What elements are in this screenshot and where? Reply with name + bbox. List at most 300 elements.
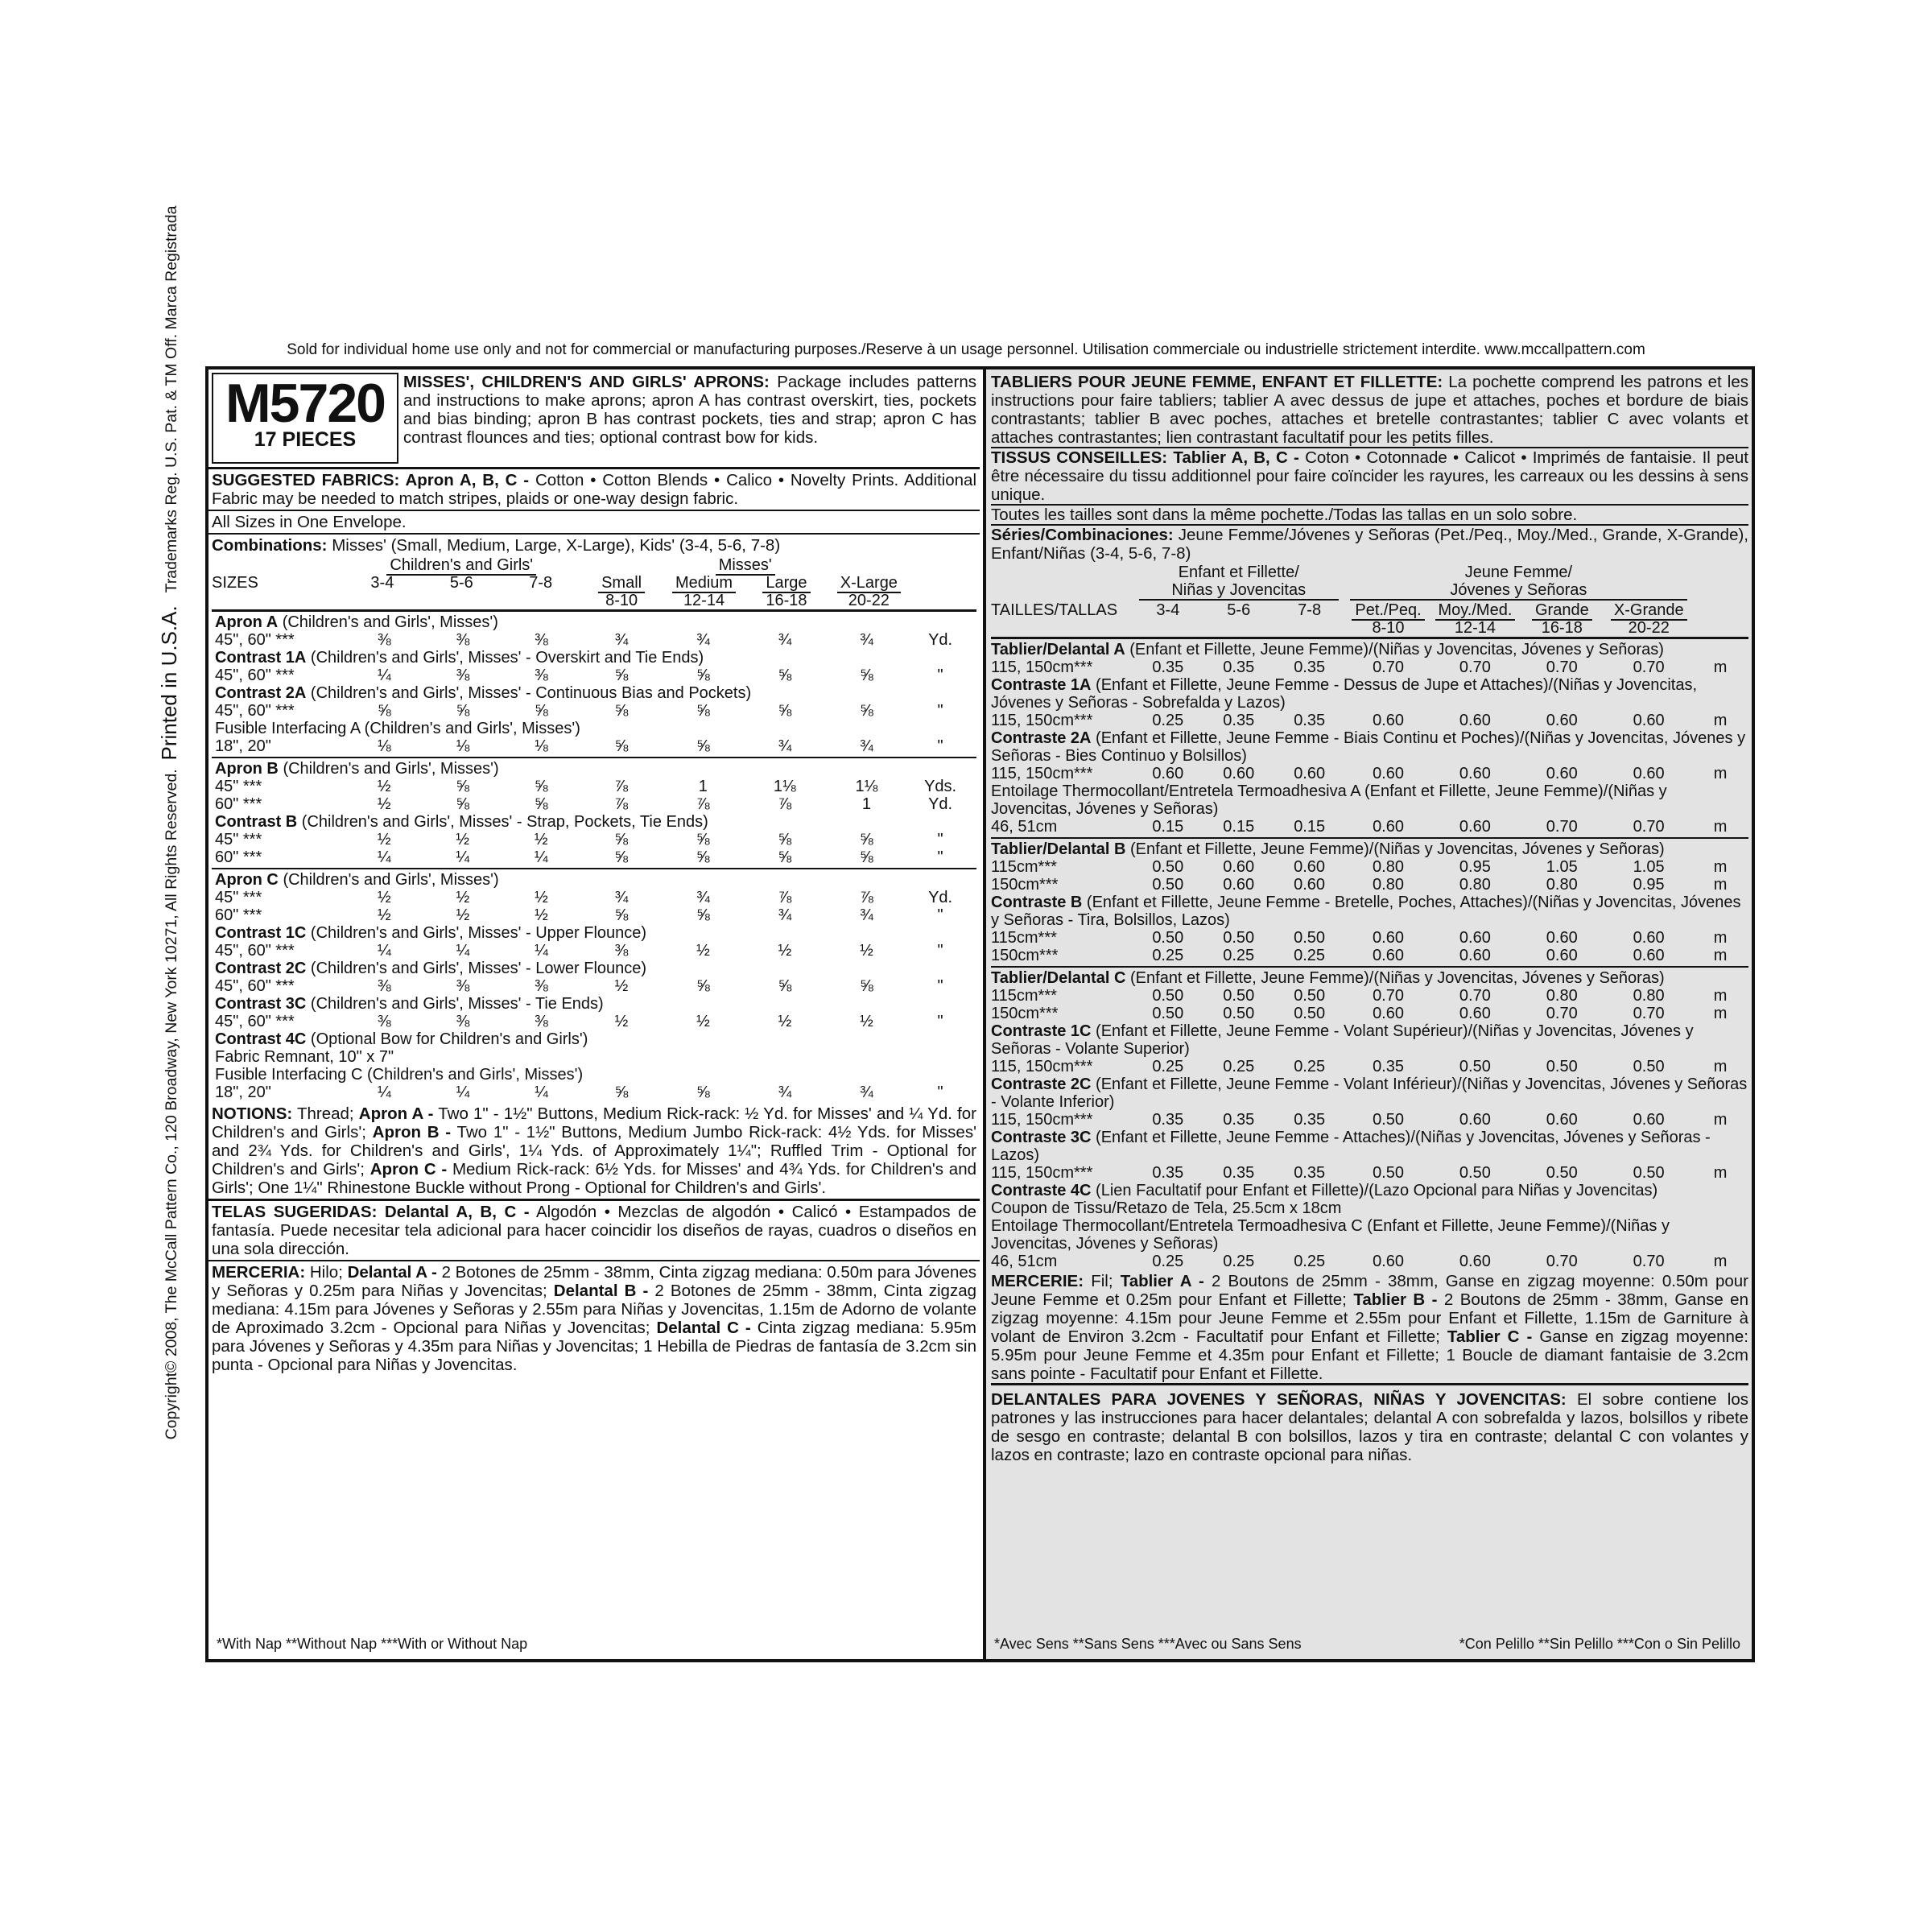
trademark-line: Trademarks Reg. U.S. Pat. & TM Off. Marca Registrada <box>163 205 180 593</box>
fabric-width: 45", 60" *** <box>215 942 295 960</box>
yardage-value: ¼ <box>378 667 391 684</box>
yardage-value: ⅝ <box>696 831 710 848</box>
women-size-name <box>1345 601 1432 619</box>
yardage-row <box>991 818 1748 836</box>
yardage-value: 0.50 <box>1152 987 1184 1005</box>
garment-title <box>991 1075 1748 1111</box>
yardage-value: ¾ <box>860 631 873 649</box>
garment-detail: (Children's and Girls', Misses') <box>278 613 498 631</box>
yardage-block-wrap <box>212 609 976 757</box>
yardage-value: ⅜ <box>535 667 548 684</box>
garment-name: Contrast 2C <box>215 960 307 977</box>
yardage-row <box>215 977 973 995</box>
pattern-envelope-back <box>205 366 1755 1662</box>
garment-title-row <box>215 613 973 631</box>
yardage-value: ¼ <box>535 1084 548 1101</box>
yardage-value: 0.80 <box>1373 876 1404 894</box>
yardage-row <box>215 831 973 848</box>
women-size-name <box>1431 601 1518 619</box>
fabric-width: 45" *** <box>215 889 262 906</box>
yardage-block-wrap <box>991 637 1748 837</box>
yardage-block-wrap <box>212 868 976 1103</box>
spacer <box>910 574 976 592</box>
yardage-value: ¼ <box>456 848 470 866</box>
yardage-value: 0.60 <box>1459 1005 1491 1022</box>
garment-title <box>215 960 973 977</box>
garment-title <box>991 1199 1748 1217</box>
commercial-use-notice: Sold for individual home use only and not for commercial or manufacturing purposes./Reserve à un usage personnel. Utilisation commerciale ou industrielle strictement interdite. www.mccallpattern.com <box>287 341 1645 358</box>
spacer <box>1692 601 1748 619</box>
yardage-unit: m <box>1713 765 1728 782</box>
yardage-block <box>215 613 973 755</box>
spacer <box>1692 619 1748 637</box>
yardage-value: ⅝ <box>614 831 629 848</box>
yardage-value: 0.35 <box>1294 712 1326 729</box>
yardage-value: 0.60 <box>1223 876 1255 894</box>
fabric-width: 115, 150cm*** <box>991 1058 1093 1075</box>
fabric-width: 45" *** <box>215 831 262 848</box>
yardage-value: 0.95 <box>1633 876 1665 894</box>
yardage-table-english <box>208 556 980 1103</box>
mercerie-bold: Tablier B - <box>1353 1290 1438 1309</box>
yardage-value: 0.50 <box>1152 929 1184 947</box>
garment-title-row <box>991 641 1748 658</box>
yardage-value: 0.25 <box>1294 947 1326 964</box>
copyright-line: Copyright© 2008, The McCall Pattern Co., 120 Broadway, New York 10271, All Rights Reserved. <box>163 769 180 1440</box>
sizes-label: SIZES <box>212 574 258 592</box>
yardage-value: ⅛ <box>535 737 548 755</box>
yardage-unit: Yd. <box>928 889 953 906</box>
yardage-row <box>215 889 973 906</box>
yardage-value: 0.60 <box>1459 929 1491 947</box>
yardage-value: 0.60 <box>1459 765 1491 782</box>
kid-size: 7-8 <box>529 574 553 592</box>
fabric-width: 115cm*** <box>991 929 1057 947</box>
yardage-row <box>215 778 973 795</box>
yardage-value: ½ <box>534 831 548 848</box>
yardage-unit: " <box>937 942 943 960</box>
garment-title-row <box>991 676 1748 712</box>
yardage-value: 0.60 <box>1373 1253 1404 1270</box>
yardage-value: ⅝ <box>778 702 792 720</box>
yardage-row <box>215 942 973 960</box>
garment-detail: (Children's and Girls', Misses' - Lower Flounce) <box>306 960 647 977</box>
yardage-row <box>215 1013 973 1030</box>
garment-name: Contrast 4C <box>215 1030 307 1048</box>
toutes-tailles-note: Toutes les tailles sont dans la même pochette./Todas las tallas en un solo sobre. <box>991 506 1748 526</box>
garment-detail: Fabric Remnant, 10" x 7" <box>215 1048 394 1066</box>
spacer <box>1692 563 1748 601</box>
yardage-row <box>991 1005 1748 1022</box>
size-table <box>991 563 1748 637</box>
garment-title-row <box>215 1030 973 1048</box>
garment-detail: (Enfant et Fillette, Jeune Femme - Bretelle, Poches, Attaches)/(Niñas y Jovencitas, Jóvenes y Señoras - Tira, Bolsillos, Lazos) <box>991 894 1741 929</box>
women-size-label: X-Grande <box>1611 601 1687 621</box>
yardage-value: 0.60 <box>1373 712 1404 729</box>
merceria-text: 2 Botones de 25mm - 38mm, Cinta zigzag mediana: 0.50m para Jóvenes y Señoras y 0.25m para Niñas y Jovencitas; <box>212 1263 977 1300</box>
garment-title-row <box>991 1199 1748 1217</box>
garment-title-row <box>215 760 973 778</box>
mercerie-text: Ganse en zigzag moyenne: 5.95m pour Jeune Femme et 4.35m pour Enfant et Fillette; 1 Boucle de diamant fantaisie de 3.2cm sans pointe - Facultatif pour Enfant et Fillette. <box>991 1327 1748 1383</box>
yardage-unit: " <box>937 737 943 755</box>
yardage-unit: m <box>1713 929 1728 947</box>
yardage-value: ⅞ <box>614 778 629 795</box>
yardage-block <box>991 641 1748 836</box>
garment-title <box>991 729 1748 765</box>
pattern-number: M5720 <box>225 373 385 434</box>
women-size-label: Moy./Med. <box>1435 601 1516 621</box>
yardage-value: 0.70 <box>1459 658 1491 676</box>
group-kids <box>1133 563 1345 601</box>
garment-detail: (Enfant et Fillette, Jeune Femme)/(Niñas y Jovencitas, Jóvenes y Señoras) <box>1125 840 1665 858</box>
garment-title <box>991 1217 1748 1253</box>
garment-name: Contraste 3C <box>991 1129 1092 1146</box>
yardage-unit: m <box>1713 1111 1728 1129</box>
yardage-value: 0.60 <box>1294 858 1326 876</box>
yardage-value: 1.05 <box>1546 858 1578 876</box>
fabric-width: 45", 60" *** <box>215 702 295 720</box>
garment-title <box>215 1048 973 1066</box>
yardage-value: ⅝ <box>860 831 873 848</box>
notions-bold: Apron C - <box>369 1160 448 1179</box>
yardage-row <box>215 1084 973 1101</box>
delantales-text: El sobre contiene los patrones y las instrucciones para hacer delantales; delantal A con sobrefalda y lazos, bolsillos y ribete de sesgo en contraste; delantal B con bolsillos, lazos y tira en contraste; delantal C con volantes y lazos en contraste; lazo en contraste opcional para niñas. <box>991 1390 1748 1464</box>
garment-title-row <box>215 871 973 889</box>
misses-size-number: 12-14 <box>683 592 725 609</box>
yardage-table-metric <box>991 563 1748 1272</box>
yardage-block <box>215 871 973 1101</box>
merceria-bold: Delantal A - <box>347 1263 437 1282</box>
garment-name: Contrast 3C <box>215 995 307 1013</box>
yardage-block <box>991 969 1748 1270</box>
yardage-value: 0.50 <box>1373 1164 1404 1182</box>
yardage-unit: m <box>1713 1005 1728 1022</box>
yardage-value: 0.50 <box>1152 876 1184 894</box>
yardage-value: 0.70 <box>1546 658 1578 676</box>
fabric-width: 115, 150cm*** <box>991 765 1093 782</box>
yardage-value: 0.50 <box>1294 1005 1326 1022</box>
yardage-value: 0.60 <box>1223 765 1255 782</box>
yardage-value: ¾ <box>778 906 792 924</box>
notions-bold: Apron B - <box>372 1123 452 1141</box>
yardage-value: ½ <box>778 1013 792 1030</box>
yardage-unit: " <box>937 667 943 684</box>
misses-size-number: 16-18 <box>766 592 807 609</box>
yardage-value: 0.60 <box>1546 765 1578 782</box>
yardage-value: 0.60 <box>1633 929 1665 947</box>
group-header-row <box>212 556 976 574</box>
yardage-unit: Yds. <box>924 778 957 795</box>
yardage-value: 0.60 <box>1633 1111 1665 1129</box>
pattern-description <box>403 369 980 467</box>
yardage-value: ¾ <box>614 631 629 649</box>
women-size-number: 12-14 <box>1454 619 1496 637</box>
yardage-row <box>991 876 1748 894</box>
yardage-value: 0.70 <box>1546 1005 1578 1022</box>
series-bold: Séries/Combinaciones: <box>991 526 1174 544</box>
yardage-value: 0.50 <box>1546 1058 1578 1075</box>
yardage-value: 0.25 <box>1294 1253 1326 1270</box>
fabric-width: 45", 60" *** <box>215 1013 295 1030</box>
yardage-value: ½ <box>456 906 470 924</box>
yardage-value: 0.15 <box>1152 818 1184 836</box>
yardage-value: 0.50 <box>1294 929 1326 947</box>
garment-title-row <box>215 960 973 977</box>
yardage-value: 0.50 <box>1152 1005 1184 1022</box>
garment-detail: (Children's and Girls', Misses') <box>278 760 499 778</box>
yardage-value: 0.25 <box>1152 947 1184 964</box>
garment-name: Contrast 1A <box>215 649 307 667</box>
telas-text: Algodón • Mezclas de algodón • Calicó • Estampados de fantasía. Puede necesitar tela adicional para hacer coincidir los diseños de rayas, cuadros o diseños en una sola dirección. <box>212 1203 976 1258</box>
yardage-row <box>991 929 1748 947</box>
yardage-value: ⅞ <box>614 795 629 813</box>
english-column <box>208 369 980 1659</box>
yardage-value: ⅞ <box>778 889 792 906</box>
yardage-value: 1⅛ <box>855 778 878 795</box>
yardage-value: ⅝ <box>614 848 629 866</box>
yardage-value: 0.80 <box>1546 987 1578 1005</box>
yardage-value: 0.60 <box>1294 765 1326 782</box>
misses-size-number: 20-22 <box>848 592 890 609</box>
yardage-value: ⅝ <box>778 667 792 684</box>
garment-name: Tablier/Delantal A <box>991 641 1125 658</box>
yardage-block-wrap <box>991 837 1748 966</box>
garment-name: Contraste 1C <box>991 1022 1092 1040</box>
size-number-row <box>212 592 976 609</box>
group-kids-line2: Niñas y Jovencitas <box>1139 581 1339 601</box>
misses-size-label: Medium <box>672 574 736 593</box>
fr-title-text: La pochette comprend les patrons et les instructions pour faire tabliers; tablier A avec dessus de jupe et attaches, poches et bordure de biais contrastants; tablier B avec poches, attaches et bretelle contrastantes; tablier C avec volants et attaches contrastantes; lien contrastant facultatif pour les petits filles. <box>991 373 1748 447</box>
garment-detail: (Children's and Girls', Misses') <box>278 871 499 889</box>
fabric-width: 115, 150cm*** <box>991 658 1093 676</box>
yardage-value: ⅜ <box>456 667 470 684</box>
garment-title <box>215 720 973 737</box>
yardage-value: ½ <box>378 889 391 906</box>
yardage-value: 0.60 <box>1459 1253 1491 1270</box>
garment-title <box>991 840 1748 858</box>
yardage-value: ½ <box>456 831 470 848</box>
yardage-value: 0.60 <box>1633 947 1665 964</box>
yardage-unit: m <box>1713 947 1728 964</box>
yardage-unit: m <box>1713 858 1728 876</box>
garment-detail: (Enfant et Fillette, Jeune Femme - Volant Supérieur)/(Niñas y Jovencitas, Jóvenes y Señoras - Volante Superior) <box>991 1022 1694 1058</box>
fabric-width: 150cm*** <box>991 1005 1059 1022</box>
yardage-value: 0.35 <box>1152 1164 1184 1182</box>
yardage-value: ⅞ <box>696 795 710 813</box>
fabric-width: 45", 60" *** <box>215 631 295 649</box>
group-kids-line1: Enfant et Fillette/ <box>1178 564 1299 581</box>
fabric-width: 45", 60" *** <box>215 977 295 995</box>
yardage-value: ½ <box>696 942 710 960</box>
spacer <box>422 592 501 609</box>
yardage-value: ⅝ <box>456 702 470 720</box>
merceria-text: Cinta zigzag mediana: 5.95m para Jóvenes y Señoras y 4.35m para Niñas y Jovencitas; 1 Hebilla de Piedras de fantasía de 3.2cm sin punta - Opcional para Niñas y Jovencitas. <box>212 1319 976 1374</box>
printed-in-usa: Printed in U.S.A. <box>157 605 181 761</box>
yardage-row <box>215 848 973 866</box>
yardage-value: ⅜ <box>614 942 629 960</box>
fabric-width: 150cm*** <box>991 947 1059 964</box>
garment-title <box>991 1129 1748 1164</box>
yardage-value: 0.60 <box>1152 765 1184 782</box>
misses-size-number: 8-10 <box>605 592 638 609</box>
header <box>208 369 980 469</box>
women-size-label: Pet./Peq. <box>1352 601 1424 621</box>
spacer <box>910 556 976 574</box>
spacer <box>991 619 1133 637</box>
all-sizes-note: All Sizes in One Envelope. <box>208 511 980 535</box>
yardage-value: 0.35 <box>1294 658 1326 676</box>
garment-title-row <box>215 1066 973 1084</box>
garment-title <box>991 641 1748 658</box>
yardage-unit: m <box>1713 1253 1728 1270</box>
mercerie-text: 2 Boutons de 25mm - 38mm, Ganse en zigzag moyenne: 4.15m pour Jeune Femme et 2.55m pour Enfant et Fillette, 1.15m de Garniture à volant de Environ 3.2cm - Facultatif pour Enfant et Fillette; <box>991 1290 1748 1346</box>
mercerie <box>991 1272 1748 1385</box>
spacer <box>1133 619 1203 637</box>
yardage-value: ⅝ <box>456 795 470 813</box>
yardage-value: ⅝ <box>696 702 710 720</box>
garment-name: Contrast B <box>215 813 298 831</box>
misses-size-name <box>580 574 663 592</box>
yardage-value: 0.50 <box>1152 858 1184 876</box>
yardage-value: 0.50 <box>1294 987 1326 1005</box>
yardage-value: 0.60 <box>1373 1005 1404 1022</box>
yardage-value: ¾ <box>778 737 792 755</box>
garment-title <box>991 969 1748 987</box>
garment-detail: (Lien Facultatif pour Enfant et Fillette)/(Lazo Opcional para Niñas y Jovencitas) <box>1091 1182 1658 1199</box>
size-name-row <box>212 574 976 592</box>
garment-name: Contraste 1A <box>991 676 1092 694</box>
mercerie-bold: MERCERIE: <box>991 1272 1084 1290</box>
group-header-row <box>991 563 1748 601</box>
fabric-width: 18", 20" <box>215 737 271 755</box>
yardage-value: 0.25 <box>1152 1058 1184 1075</box>
yardage-value: ¼ <box>534 848 548 866</box>
misses-size-name <box>828 574 910 592</box>
yardage-value: 0.50 <box>1633 1164 1665 1182</box>
yardage-unit: " <box>937 831 943 848</box>
yardage-value: 0.70 <box>1373 658 1404 676</box>
merceria-text: 2 Botones de 25mm - 38mm, Cinta zigzag mediana: 4.15m para Jóvenes y Señoras y 2.55m para Niñas y Jovencitas, 1.15m de Adorno de volante de Aproximado 3.2cm - Opcional para Niñas y Jovencitas; <box>212 1282 976 1337</box>
yardage-unit: m <box>1713 1164 1728 1182</box>
yardage-unit: m <box>1713 987 1728 1005</box>
yardage-value: ⅝ <box>378 702 391 720</box>
garment-title <box>215 924 973 942</box>
yardage-value: ¼ <box>378 942 391 960</box>
yardage-value: 0.50 <box>1223 929 1255 947</box>
garment-title <box>215 1066 973 1084</box>
french-description <box>991 373 1748 448</box>
yardage-value: ⅜ <box>456 977 470 995</box>
yardage-value: 0.80 <box>1633 987 1665 1005</box>
yardage-value: 0.60 <box>1373 929 1404 947</box>
garment-detail: (Enfant et Fillette, Jeune Femme - Volant Inférieur)/(Niñas y Jovencitas, Jóvenes y Señoras - Volante Inferior) <box>991 1075 1748 1111</box>
yardage-row <box>215 667 973 684</box>
yardage-value: ½ <box>696 1013 710 1030</box>
garment-name: Contraste 2C <box>991 1075 1092 1093</box>
fabric-width: 46, 51cm <box>991 818 1058 836</box>
combinations-label: Combinations: <box>212 536 328 555</box>
spacer <box>212 556 343 574</box>
women-size-number: 16-18 <box>1541 619 1583 637</box>
garment-title-row <box>215 1048 973 1066</box>
spacer <box>1203 619 1274 637</box>
yardage-value: 0.60 <box>1459 818 1491 836</box>
fabric-width: 60" *** <box>215 906 262 924</box>
yardage-value: 0.80 <box>1373 858 1404 876</box>
misses-size-label: Large <box>762 574 810 593</box>
mercerie-text: 2 Boutons de 25mm - 38mm, Ganse en zigzag moyenne: 0.50m pour Jeune Femme et 0.25m pour Enfant et Fillette; <box>991 1272 1749 1309</box>
yardage-value: ¼ <box>377 848 391 866</box>
misses-size-label: X-Large <box>837 574 901 593</box>
garment-name: Apron B <box>215 760 279 778</box>
garment-title <box>991 894 1748 929</box>
yardage-value: 0.25 <box>1294 1058 1326 1075</box>
yardage-row <box>991 1253 1748 1270</box>
mercerie-bold: Tablier C - <box>1447 1327 1533 1346</box>
garment-title-row <box>991 1022 1748 1058</box>
kid-size: 5-6 <box>449 574 473 592</box>
combinations <box>208 535 980 556</box>
garment-name: Tablier/Delantal B <box>991 840 1126 858</box>
yardage-value: 0.25 <box>1223 1058 1255 1075</box>
garment-detail: (Enfant et Fillette, Jeune Femme)/(Niñas y Jovencitas, Jóvenes y Señoras) <box>1125 641 1664 658</box>
fr-title-bold: TABLIERS POUR JEUNE FEMME, ENFANT ET FILLETTE: <box>991 373 1443 391</box>
garment-title-row <box>991 1217 1748 1253</box>
yardage-value: ¾ <box>860 906 873 924</box>
merceria-bold: Delantal C - <box>656 1319 751 1337</box>
yardage-value: ⅝ <box>778 977 792 995</box>
spacer <box>501 592 580 609</box>
garment-name: Tablier/Delantal C <box>991 969 1126 987</box>
garment-name: Contraste B <box>991 894 1083 911</box>
yardage-value: 0.60 <box>1633 712 1665 729</box>
women-size-label: Grande <box>1532 601 1592 621</box>
yardage-unit: " <box>937 848 943 866</box>
misses-size-name <box>663 574 745 592</box>
yardage-value: 0.35 <box>1223 712 1255 729</box>
yardage-block <box>991 840 1748 964</box>
yardage-value: 0.60 <box>1223 858 1255 876</box>
yardage-value: ½ <box>614 1013 629 1030</box>
yardage-value: 0.15 <box>1294 818 1326 836</box>
yardage-value: ¾ <box>778 631 792 649</box>
fabric-width: 115cm*** <box>991 987 1057 1005</box>
yardage-value: ½ <box>860 1013 873 1030</box>
garment-title <box>215 813 973 831</box>
sizes-label: TAILLES/TALLAS <box>991 601 1118 619</box>
garment-title <box>215 760 973 778</box>
garment-title-row <box>991 729 1748 765</box>
kid-size: 3-4 <box>1156 601 1180 619</box>
size-table <box>212 556 976 609</box>
yardage-value: 0.50 <box>1373 1111 1404 1129</box>
yardage-value: 0.60 <box>1294 876 1326 894</box>
yardage-value: ⅝ <box>535 702 548 720</box>
yardage-value: 0.80 <box>1459 876 1491 894</box>
yardage-row <box>991 1164 1748 1182</box>
yardage-row <box>991 1058 1748 1075</box>
yardage-row <box>991 658 1748 676</box>
yardage-value: 0.50 <box>1633 1058 1665 1075</box>
notions-text: Two 1" - 1½" Buttons, Medium Rick-rack: ½ Yd. for Misses' and ¼ Yd. for Children's and Girls'; <box>212 1104 976 1141</box>
yardage-value: ¾ <box>860 1084 873 1101</box>
side-copyright-text <box>159 0 179 1652</box>
yardage-value: ½ <box>377 795 391 813</box>
garment-title-row <box>991 1129 1748 1164</box>
yardage-value: 0.25 <box>1223 947 1255 964</box>
yardage-value: ⅝ <box>614 667 629 684</box>
yardage-row <box>215 631 973 649</box>
